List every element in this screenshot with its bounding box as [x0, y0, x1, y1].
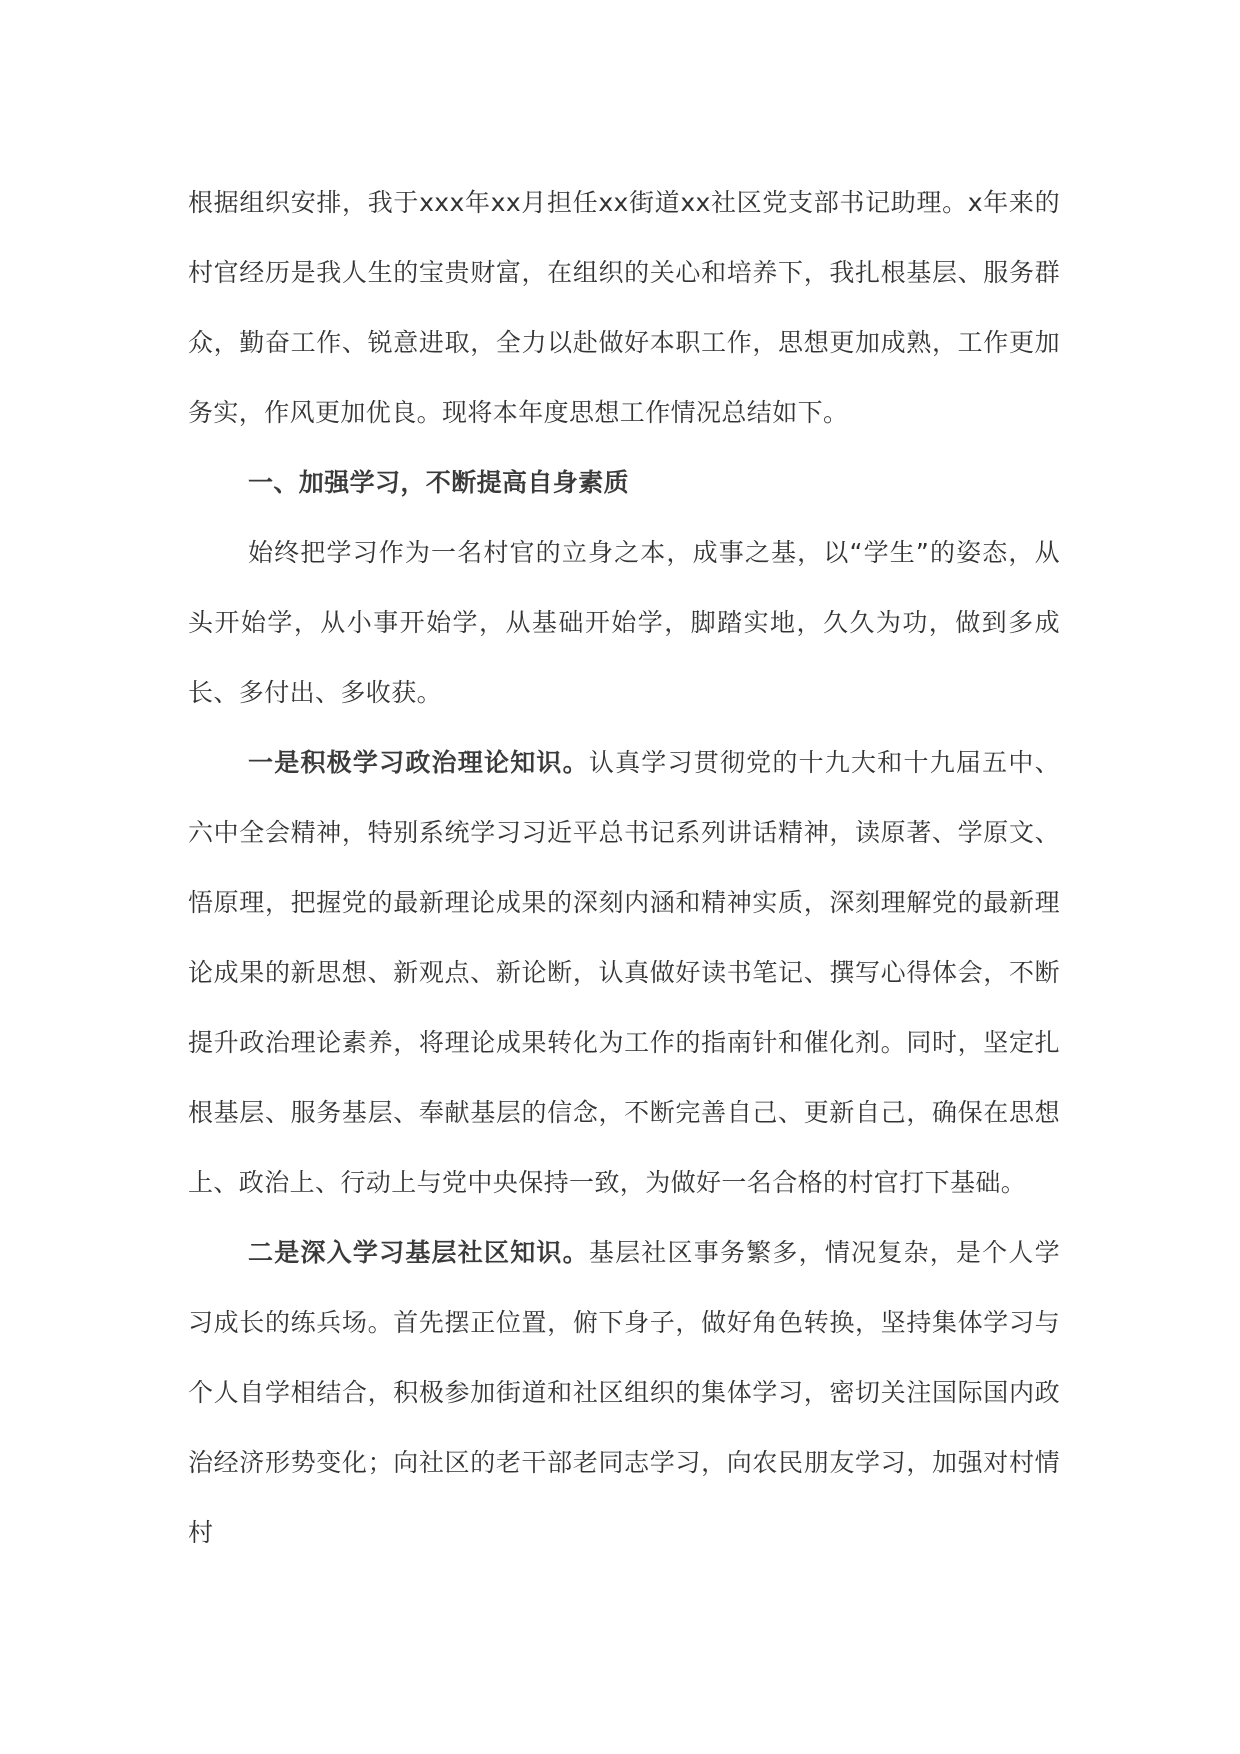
point-one-paragraph — [188, 728, 1060, 1218]
point-two-lead: 二是深入学习基层社区知识。 — [248, 1238, 589, 1267]
document-page — [188, 168, 1060, 1568]
point-one-body: 认真学习贯彻党的十九大和十九届五中、六中全会精神，特别系统学习习近平总书记系列讲话精神，读原著、学原文、悟原理，把握党的最新理论成果的深刻内涵和精神实质，深刻理解党的最新理论成果的新思想、新观点、新论断，认真做好读书笔记、撰写心得体会，不断提升政治理论素养，将理论成果转化为工作的指南针和催化剂。同时，坚定扎根基层、服务基层、奉献基层的信念，不断完善自己、更新自己，确保在思想上、政治上、行动上与党中央保持一致，为做好一名合格的村官打下基础。 — [188, 748, 1060, 1197]
point-one-lead: 一是积极学习政治理论知识。 — [248, 748, 589, 777]
intro-paragraph: 根据组织安排，我于xxx年xx月担任xx街道xx社区党支部书记助理。x年来的村官经历是我人生的宝贵财富，在组织的关心和培养下，我扎根基层、服务群众，勤奋工作、锐意进取，全力以赴做好本职工作，思想更加成熟，工作更加务实，作风更加优良。现将本年度思想工作情况总结如下。 — [188, 188, 1060, 427]
point-two-paragraph — [188, 1218, 1060, 1568]
section-heading: 一、加强学习，不断提高自身素质 — [248, 468, 630, 497]
section-body-paragraph: 始终把学习作为一名村官的立身之本，成事之基，以“学生”的姿态，从头开始学，从小事开始学，从基础开始学，脚踏实地，久久为功，做到多成长、多付出、多收获。 — [188, 538, 1060, 707]
point-two-body: 基层社区事务繁多，情况复杂，是个人学习成长的练兵场。首先摆正位置，俯下身子，做好角色转换，坚持集体学习与个人自学相结合，积极参加街道和社区组织的集体学习，密切关注国际国内政治经济形势变化；向社区的老干部老同志学习，向农民朋友学习，加强对村情村 — [188, 1238, 1060, 1547]
